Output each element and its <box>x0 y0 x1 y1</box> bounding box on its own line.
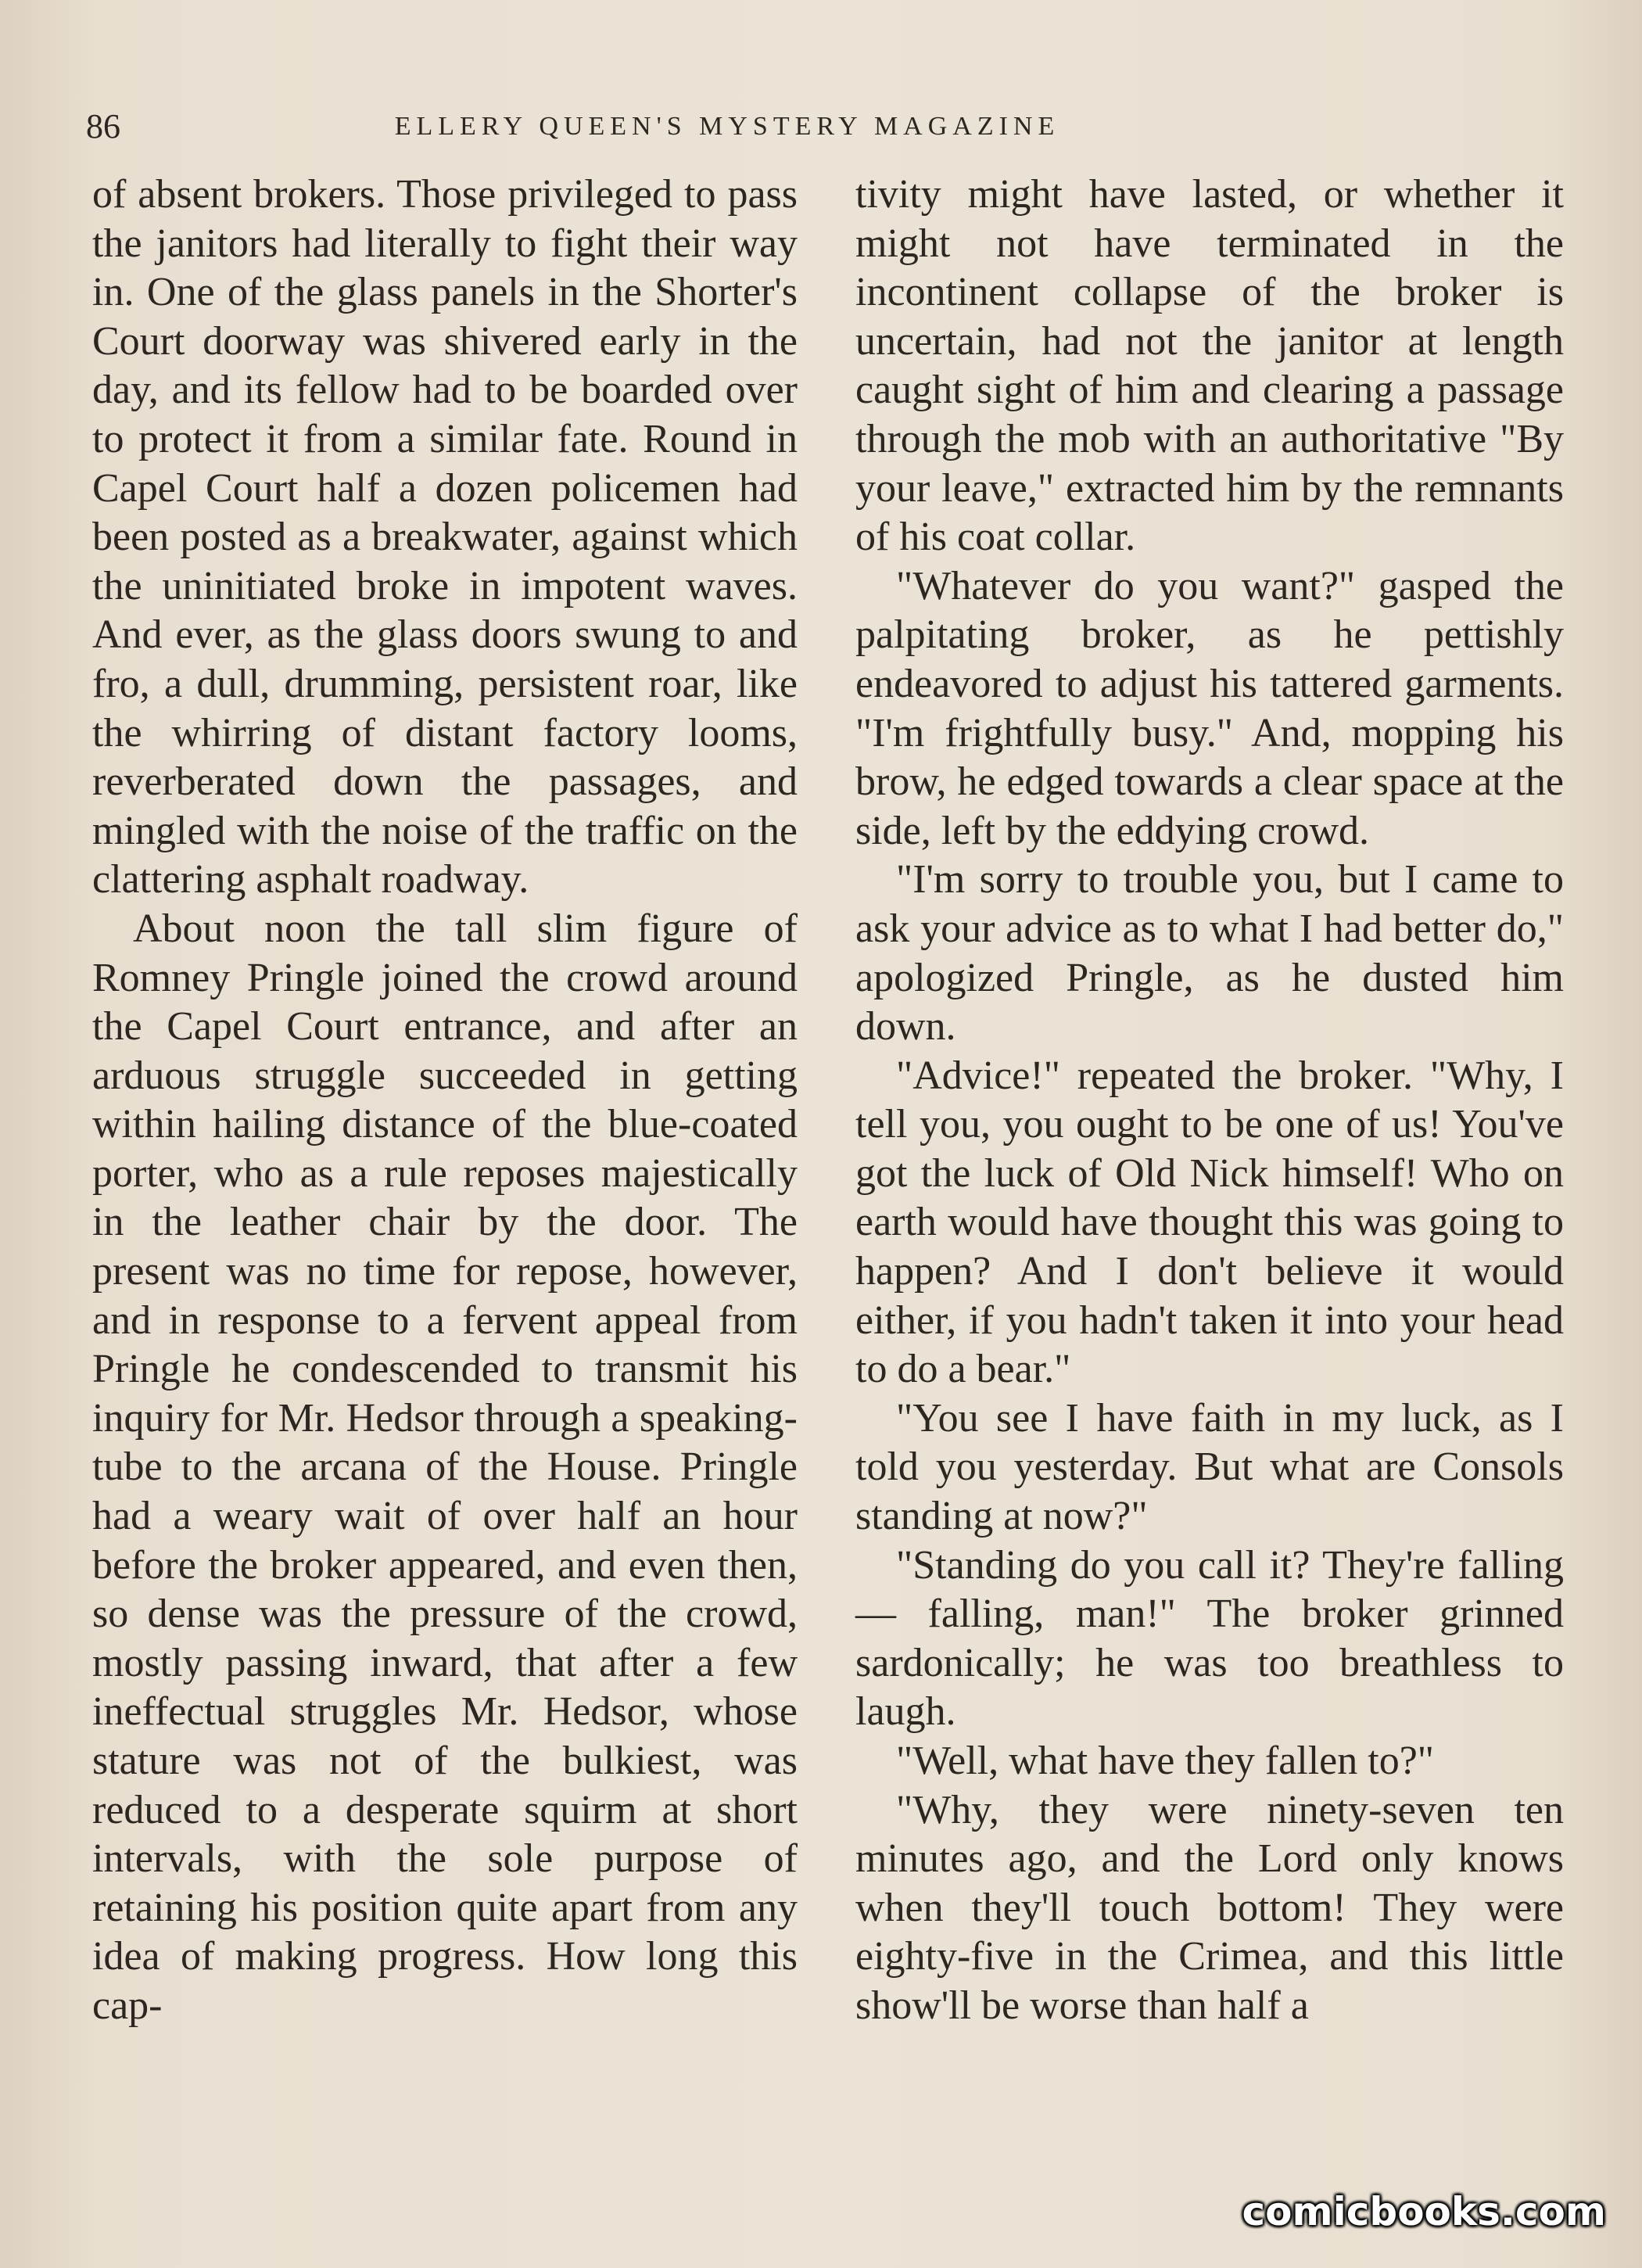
paragraph: "Why, they were ninety-seven ten minutes ago, and the Lord only knows when they'll touch bottom! They were eighty-five in the Crimea, and this little show'll be worse than half a <box>855 1787 1564 2028</box>
paragraph: tivity might have lasted, or whether it might not have terminated in the incontinent collapse of the broker is uncertain, had not the janitor at length caught sight of him and clearing a passage through the mob with an authoritative "By your leave," extracted him by the remnants of his coat collar. <box>855 172 1564 560</box>
running-title: ELLERY QUEEN'S MYSTERY MAGAZINE <box>394 112 1060 141</box>
paragraph: "You see I have faith in my luck, as I told you yesterday. But what are Consols standing at now?" <box>855 1395 1564 1539</box>
paragraph: "I'm sorry to trouble you, but I came to ask your advice as to what I had better do," apologized Pringle, as he dusted him down. <box>855 857 1564 1050</box>
page-header <box>86 103 1572 150</box>
paragraph: "Advice!" repeated the broker. "Why, I tell you, you ought to be one of us! You've got the luck of Old Nick himself! Who on earth would have thought this was going to happen? And I don't believe it would either, if you hadn't taken it into your head to do a bear." <box>855 1053 1564 1392</box>
paragraph: About noon the tall slim figure of Romney Pringle joined the crowd around the Capel Court entrance, and after an arduous struggle succeeded in getting within hailing distance of the blue-coated porter, who as a rule reposes majestically in the leather chair by the door. The present was no time for repose, however, and in response to a fervent appeal from Pringle he condescended to transmit his inquiry for Mr. Hedsor through a speaking-tube to the arcana of the House. Pringle had a weary wait of over half an hour before the broker appeared, and even then, so dense was the pressure of the crowd, mostly passing inward, that after a few ineffectual struggles Mr. Hedsor, whose stature was not of the bulkiest, was reduced to a desperate squirm at short intervals, with the sole purpose of retaining his position quite apart from any idea of making progress. How long this cap- <box>92 906 798 2028</box>
right-column <box>855 170 1564 2031</box>
paragraph: "Standing do you call it? They're falling — falling, man!" The broker grinned sardonically; he was too breathless to laugh. <box>855 1542 1564 1735</box>
watermark: comicbooks.com <box>1242 2189 1606 2234</box>
page-number: 86 <box>86 107 120 145</box>
paragraph: "Well, what have they fallen to?" <box>896 1739 1435 1783</box>
left-column <box>92 170 798 2031</box>
paragraph: "Whatever do you want?" gasped the palpitating broker, as he pettishly endeavored to adjust his tattered garments. "I'm frightfully busy." And, mopping his brow, he edged towards a clear space at the side, left by the eddying crowd. <box>855 563 1564 853</box>
paragraph: of absent brokers. Those privileged to pass the janitors had literally to fight their way in. One of the glass panels in the Shorter's Court doorway was shivered early in the day, and its fellow had to be boarded over to protect it from a similar fate. Round in Capel Court half a dozen policemen had been posted as a breakwater, against which the uninitiated broke in impotent waves. And ever, as the glass doors swung to and fro, a dull, drumming, persistent roar, like the whirring of distant factory looms, reverberated down the passages, and mingled with the noise of the traffic on the clattering asphalt roadway. <box>92 172 798 903</box>
